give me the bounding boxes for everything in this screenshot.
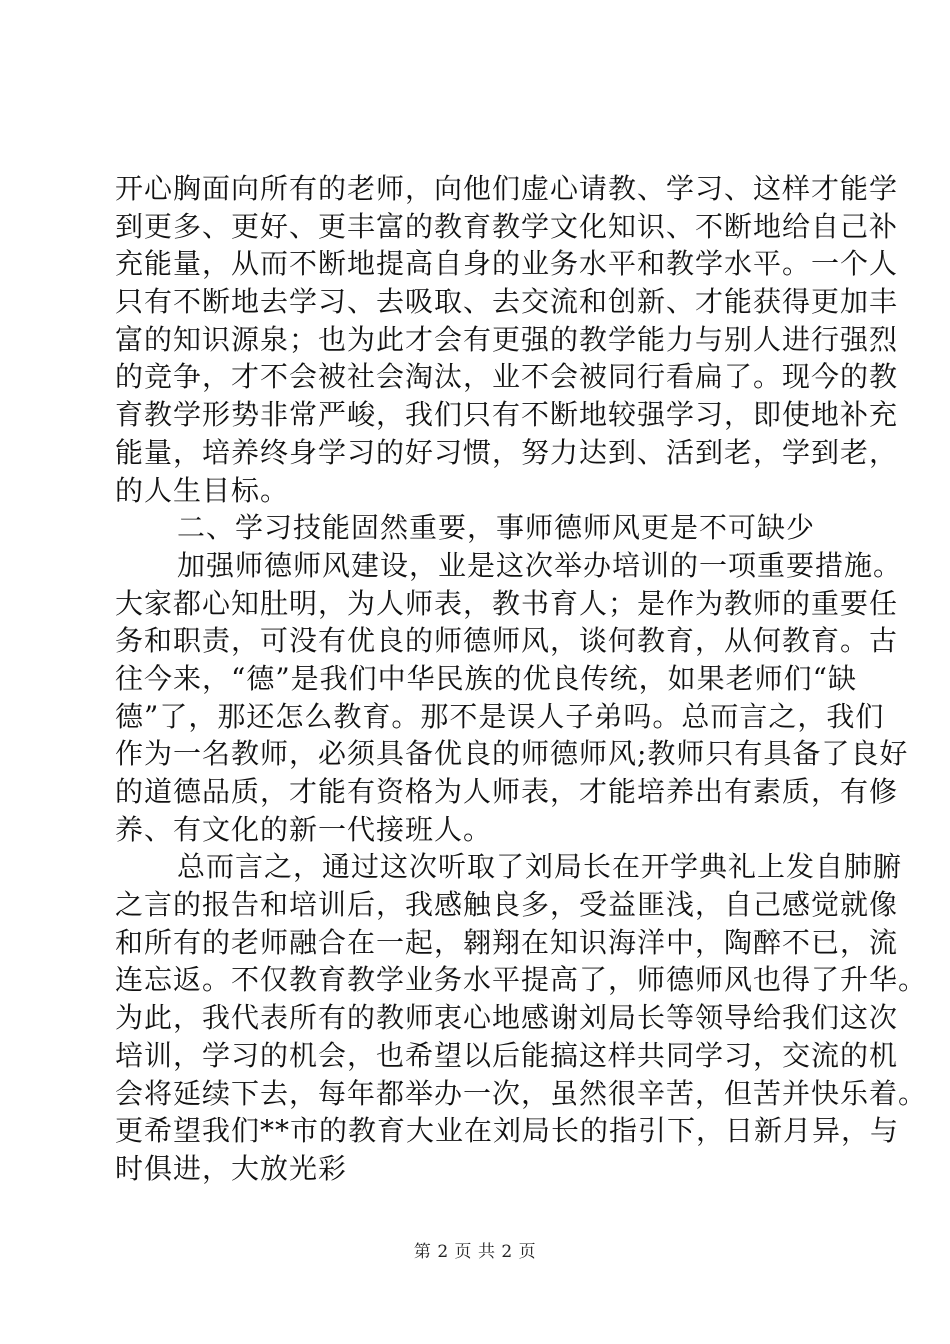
text-line: 到更多、更好、更丰富的教育教学文化知识、不断地给自己补 — [115, 209, 899, 243]
text-line: 养、有文化的新一代接班人。 — [115, 812, 493, 846]
text-line: 总而言之，通过这次听取了刘局长在开学典礼上发自肺腑 — [177, 850, 903, 884]
text-line: 的竞争，才不会被社会淘汰，业不会被同行看扁了。现今的教 — [115, 360, 899, 394]
text-line: 更希望我们**市的教育大业在刘局长的指引下，日新月异，与 — [115, 1114, 900, 1148]
text-line: 之言的报告和培训后，我感触良多，受益匪浅，自己感觉就像 — [115, 888, 899, 922]
text-line: 开心胸面向所有的老师，向他们虚心请教、学习、这样才能学 — [115, 172, 899, 205]
text-line: 培训，学习的机会，也希望以后能搞这样共同学习，交流的机 — [115, 1038, 899, 1072]
text-line: 能量，培养终身学习的好习惯，努力达到、活到老，学到老， — [115, 435, 899, 469]
text-line: 会将延续下去，每年都举办一次，虽然很辛苦，但苦并快乐着。 — [115, 1076, 928, 1110]
text-line: 育教学形势非常严峻，我们只有不断地较强学习，即使地补充 — [115, 398, 899, 432]
section-heading: 二、学习技能固然重要，事师德师风更是不可缺少 — [177, 511, 816, 545]
text-line: 加强师德师风建设，业是这次举办培训的一项重要措施。 — [177, 548, 903, 582]
text-line: 的道德品质，才能有资格为人师表，才能培养出有素质，有修 — [115, 775, 899, 808]
body-text — [115, 170, 928, 1188]
text-line: 和所有的老师融合在一起，翱翔在知识海洋中，陶醉不已，流 — [115, 925, 899, 959]
text-line: 时俱进，大放光彩 — [115, 1151, 348, 1185]
text-line: 为此，我代表所有的教师衷心地感谢刘局长等领导给我们这次 — [115, 1001, 899, 1035]
text-line: 作为一名教师，必须具备优良的师德师风;教师只有具备了良好 — [115, 737, 909, 771]
text-line: 充能量，从而不断地提高自身的业务水平和教学水平。一个人 — [115, 247, 899, 281]
text-line: 往今来，“德”是我们中华民族的优良传统，如果老师们“缺 — [115, 661, 857, 695]
text-line: 大家都心知肚明，为人师表，教书育人；是作为教师的重要任 — [115, 586, 899, 620]
text-line: 德”了，那还怎么教育。那不是误人子弟吗。总而言之，我们 — [115, 699, 885, 733]
text-line: 的人生目标。 — [115, 473, 290, 507]
text-line: 连忘返。不仅教育教学业务水平提高了，师德师风也得了升华。 — [115, 963, 928, 997]
page-footer: 第 2 页 共 2 页 — [413, 1242, 537, 1262]
text-line: 富的知识源泉；也为此才会有更强的教学能力与别人进行强烈 — [115, 322, 899, 356]
text-line: 只有不断地去学习、去吸取、去交流和创新、才能获得更加丰 — [115, 285, 899, 319]
text-line: 务和职责，可没有优良的师德师风，谈何教育，从何教育。古 — [115, 624, 899, 658]
